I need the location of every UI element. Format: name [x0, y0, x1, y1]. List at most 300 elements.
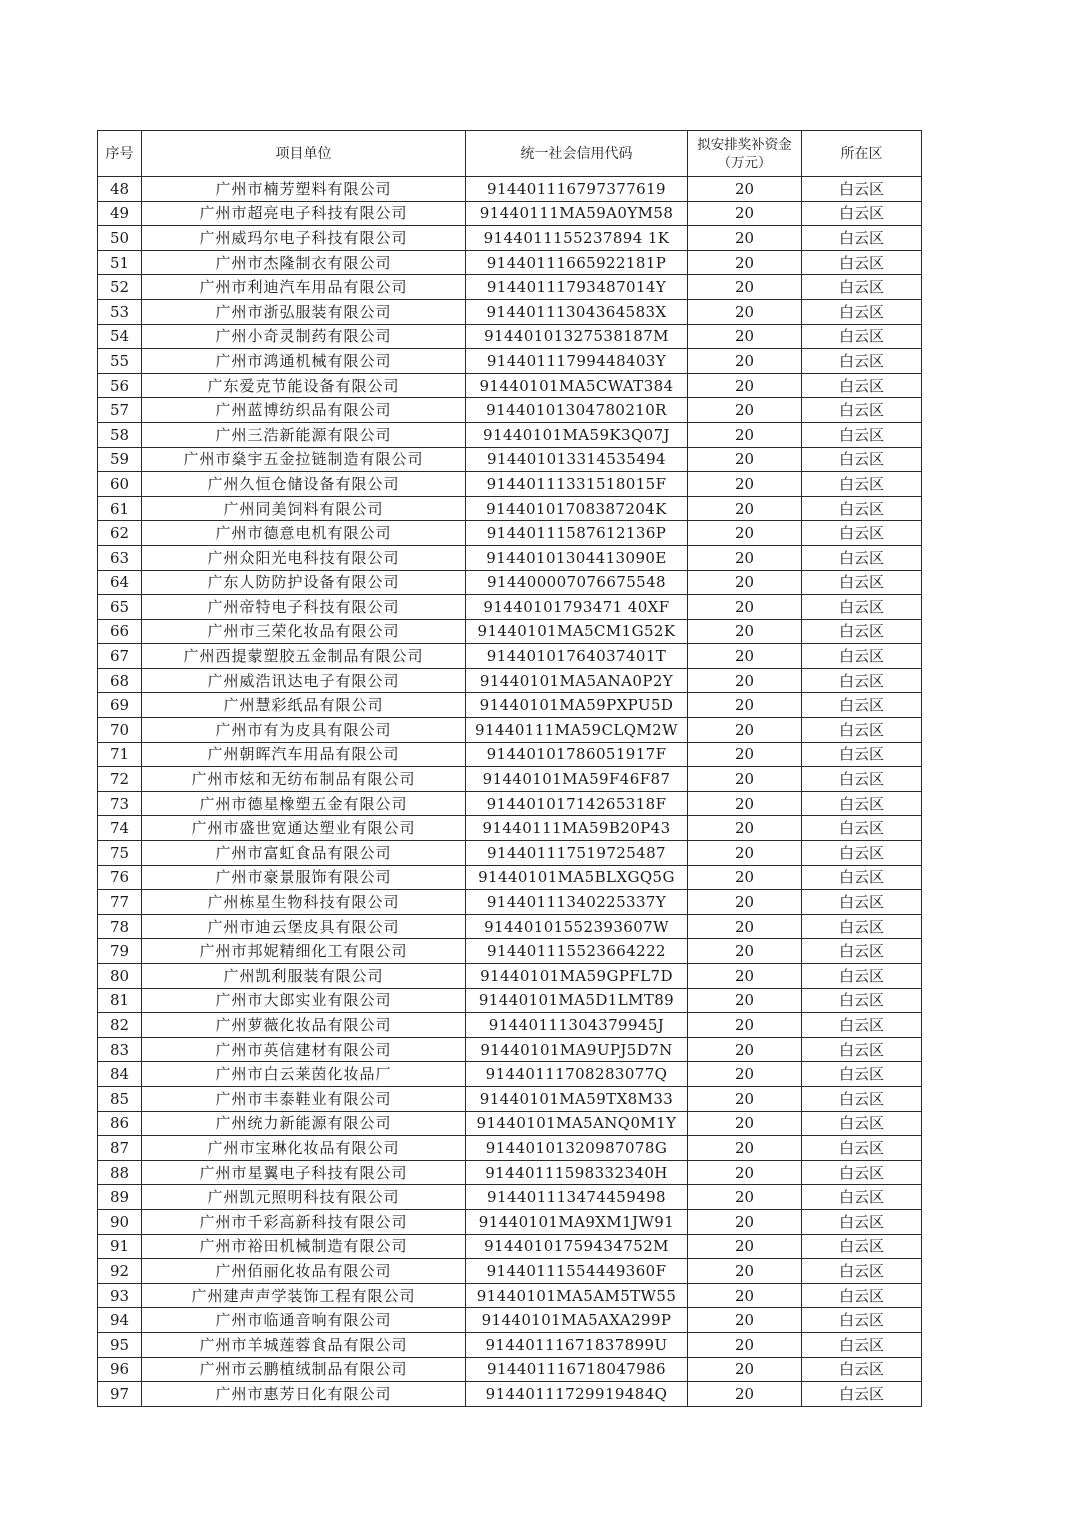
cell-district: 白云区 [802, 177, 922, 202]
cell-serial-number: 96 [98, 1357, 142, 1382]
cell-project-unit: 广州凯元照明科技有限公司 [142, 1185, 466, 1210]
cell-district: 白云区 [802, 1259, 922, 1284]
cell-project-unit: 广州慧彩纸品有限公司 [142, 693, 466, 718]
cell-project-unit: 广州同美饲料有限公司 [142, 496, 466, 521]
cell-project-unit: 广州西提蒙塑胶五金制品有限公司 [142, 644, 466, 669]
cell-serial-number: 65 [98, 595, 142, 620]
cell-funds: 20 [688, 1185, 802, 1210]
cell-credit-code: 91440111793487014Y [466, 275, 688, 300]
cell-district: 白云区 [802, 644, 922, 669]
table-row [98, 299, 922, 324]
cell-serial-number: 92 [98, 1259, 142, 1284]
table-row [98, 1308, 922, 1333]
cell-funds: 20 [688, 1111, 802, 1136]
cell-serial-number: 61 [98, 496, 142, 521]
cell-district: 白云区 [802, 324, 922, 349]
cell-serial-number: 64 [98, 570, 142, 595]
cell-serial-number: 66 [98, 619, 142, 644]
table-row [98, 1185, 922, 1210]
cell-serial-number: 87 [98, 1136, 142, 1161]
table-row [98, 1086, 922, 1111]
cell-district: 白云区 [802, 1086, 922, 1111]
cell-project-unit: 广州市惠芳日化有限公司 [142, 1382, 466, 1407]
table-row [98, 742, 922, 767]
cell-credit-code: 91440111665922181P [466, 250, 688, 275]
table-row [98, 447, 922, 472]
cell-serial-number: 51 [98, 250, 142, 275]
table-row [98, 1382, 922, 1407]
table-row [98, 914, 922, 939]
cell-funds: 20 [688, 791, 802, 816]
cell-serial-number: 58 [98, 422, 142, 447]
table-row [98, 496, 922, 521]
table-row [98, 545, 922, 570]
cell-serial-number: 63 [98, 545, 142, 570]
cell-credit-code: 91440101MA9XM1JW91 [466, 1209, 688, 1234]
table-row [98, 964, 922, 989]
cell-project-unit: 广州市临通音响有限公司 [142, 1308, 466, 1333]
cell-credit-code: 91440111MA59A0YM58 [466, 201, 688, 226]
cell-funds: 20 [688, 349, 802, 374]
cell-project-unit: 广州朝晖汽车用品有限公司 [142, 742, 466, 767]
cell-credit-code: 91440101714265318F [466, 791, 688, 816]
cell-funds: 20 [688, 496, 802, 521]
cell-credit-code: 91440101708387204K [466, 496, 688, 521]
cell-serial-number: 53 [98, 299, 142, 324]
cell-funds: 20 [688, 1234, 802, 1259]
funding-table [97, 130, 922, 1407]
table-row [98, 791, 922, 816]
cell-project-unit: 广州市燊宇五金拉链制造有限公司 [142, 447, 466, 472]
cell-credit-code: 914401013314535494 [466, 447, 688, 472]
cell-funds: 20 [688, 177, 802, 202]
cell-credit-code: 91440101327538187M [466, 324, 688, 349]
cell-serial-number: 60 [98, 472, 142, 497]
cell-serial-number: 89 [98, 1185, 142, 1210]
cell-district: 白云区 [802, 545, 922, 570]
cell-funds: 20 [688, 1037, 802, 1062]
cell-serial-number: 70 [98, 718, 142, 743]
cell-district: 白云区 [802, 865, 922, 890]
cell-serial-number: 49 [98, 201, 142, 226]
cell-serial-number: 78 [98, 914, 142, 939]
cell-project-unit: 广州统力新能源有限公司 [142, 1111, 466, 1136]
cell-credit-code: 91440101MA59GPFL7D [466, 964, 688, 989]
cell-serial-number: 67 [98, 644, 142, 669]
cell-funds: 20 [688, 1357, 802, 1382]
table-row [98, 1013, 922, 1038]
cell-district: 白云区 [802, 767, 922, 792]
cell-serial-number: 76 [98, 865, 142, 890]
cell-district: 白云区 [802, 595, 922, 620]
table-row [98, 668, 922, 693]
cell-district: 白云区 [802, 1209, 922, 1234]
cell-district: 白云区 [802, 422, 922, 447]
table-body [98, 177, 922, 1407]
cell-credit-code: 91440101552393607W [466, 914, 688, 939]
table-row [98, 472, 922, 497]
table-row [98, 275, 922, 300]
header-credit-code: 统一社会信用代码 [466, 131, 688, 177]
cell-funds: 20 [688, 1062, 802, 1087]
cell-funds: 20 [688, 275, 802, 300]
cell-credit-code: 91440101MA5AM5TW55 [466, 1283, 688, 1308]
cell-credit-code: 91440101MA59PXPU5D [466, 693, 688, 718]
cell-project-unit: 广州凯利服装有限公司 [142, 964, 466, 989]
cell-district: 白云区 [802, 816, 922, 841]
cell-credit-code: 91440111304379945J [466, 1013, 688, 1038]
header-row [98, 131, 922, 177]
cell-district: 白云区 [802, 693, 922, 718]
cell-project-unit: 广州市迪云堡皮具有限公司 [142, 914, 466, 939]
table-row [98, 1259, 922, 1284]
cell-credit-code: 91440101MA59TX8M33 [466, 1086, 688, 1111]
cell-project-unit: 广州久恒仓储设备有限公司 [142, 472, 466, 497]
header-district: 所在区 [802, 131, 922, 177]
cell-district: 白云区 [802, 447, 922, 472]
cell-funds: 20 [688, 619, 802, 644]
cell-credit-code: 91440101320987078G [466, 1136, 688, 1161]
table-row [98, 570, 922, 595]
cell-funds: 20 [688, 914, 802, 939]
table-row [98, 324, 922, 349]
table-row [98, 865, 922, 890]
cell-project-unit: 广州市德星橡塑五金有限公司 [142, 791, 466, 816]
cell-credit-code: 914401113474459498 [466, 1185, 688, 1210]
cell-district: 白云区 [802, 939, 922, 964]
table-row [98, 619, 922, 644]
cell-funds: 20 [688, 545, 802, 570]
cell-project-unit: 广州市丰泰鞋业有限公司 [142, 1086, 466, 1111]
cell-credit-code: 91440101MA5AXA299P [466, 1308, 688, 1333]
cell-project-unit: 广州市盛世宽通达塑业有限公司 [142, 816, 466, 841]
cell-serial-number: 94 [98, 1308, 142, 1333]
cell-project-unit: 广州萝薇化妆品有限公司 [142, 1013, 466, 1038]
cell-serial-number: 95 [98, 1332, 142, 1357]
header-serial-number: 序号 [98, 131, 142, 177]
table-row [98, 1160, 922, 1185]
cell-funds: 20 [688, 447, 802, 472]
cell-project-unit: 广州市浙弘服装有限公司 [142, 299, 466, 324]
cell-funds: 20 [688, 201, 802, 226]
cell-credit-code: 91440111331518015F [466, 472, 688, 497]
cell-credit-code: 91440101793471 40XF [466, 595, 688, 620]
cell-serial-number: 73 [98, 791, 142, 816]
cell-district: 白云区 [802, 299, 922, 324]
cell-district: 白云区 [802, 201, 922, 226]
cell-funds: 20 [688, 1259, 802, 1284]
table-row [98, 1357, 922, 1382]
cell-funds: 20 [688, 742, 802, 767]
cell-district: 白云区 [802, 668, 922, 693]
cell-project-unit: 广州市杰隆制衣有限公司 [142, 250, 466, 275]
cell-serial-number: 50 [98, 226, 142, 251]
cell-credit-code: 91440101304780210R [466, 398, 688, 423]
cell-credit-code: 91440111729919484Q [466, 1382, 688, 1407]
cell-district: 白云区 [802, 1382, 922, 1407]
cell-credit-code: 91440101786051917F [466, 742, 688, 767]
cell-project-unit: 广州威浩讯达电子有限公司 [142, 668, 466, 693]
cell-funds: 20 [688, 693, 802, 718]
cell-serial-number: 69 [98, 693, 142, 718]
cell-project-unit: 广州市楠芳塑料有限公司 [142, 177, 466, 202]
cell-district: 白云区 [802, 349, 922, 374]
table-row [98, 1283, 922, 1308]
cell-district: 白云区 [802, 742, 922, 767]
table-row [98, 1062, 922, 1087]
cell-district: 白云区 [802, 275, 922, 300]
cell-credit-code: 914401117519725487 [466, 841, 688, 866]
cell-project-unit: 广州佰丽化妆品有限公司 [142, 1259, 466, 1284]
cell-credit-code: 91440111708283077Q [466, 1062, 688, 1087]
table-row [98, 1136, 922, 1161]
table-row [98, 177, 922, 202]
cell-credit-code: 91440101MA9UPJ5D7N [466, 1037, 688, 1062]
table-row [98, 373, 922, 398]
cell-project-unit: 广州小奇灵制药有限公司 [142, 324, 466, 349]
cell-project-unit: 广州市炫和无纺布制品有限公司 [142, 767, 466, 792]
cell-funds: 20 [688, 422, 802, 447]
cell-district: 白云区 [802, 496, 922, 521]
cell-serial-number: 56 [98, 373, 142, 398]
cell-project-unit: 广东爱克节能设备有限公司 [142, 373, 466, 398]
cell-funds: 20 [688, 1332, 802, 1357]
cell-district: 白云区 [802, 619, 922, 644]
cell-funds: 20 [688, 890, 802, 915]
cell-project-unit: 广州市邦妮精细化工有限公司 [142, 939, 466, 964]
cell-district: 白云区 [802, 1160, 922, 1185]
cell-district: 白云区 [802, 1013, 922, 1038]
cell-project-unit: 广州市三荣化妆品有限公司 [142, 619, 466, 644]
cell-funds: 20 [688, 718, 802, 743]
cell-funds: 20 [688, 668, 802, 693]
cell-project-unit: 广州市白云莱茵化妆品厂 [142, 1062, 466, 1087]
cell-serial-number: 59 [98, 447, 142, 472]
cell-serial-number: 82 [98, 1013, 142, 1038]
cell-funds: 20 [688, 299, 802, 324]
cell-project-unit: 广州众阳光电科技有限公司 [142, 545, 466, 570]
cell-serial-number: 68 [98, 668, 142, 693]
cell-serial-number: 91 [98, 1234, 142, 1259]
cell-credit-code: 91440101MA5BLXGQ5G [466, 865, 688, 890]
cell-district: 白云区 [802, 1357, 922, 1382]
table-row [98, 1332, 922, 1357]
cell-credit-code: 91440111554449360F [466, 1259, 688, 1284]
cell-project-unit: 广州市鸿通机械有限公司 [142, 349, 466, 374]
cell-project-unit: 广州三浩新能源有限公司 [142, 422, 466, 447]
cell-credit-code: 91440111799448403Y [466, 349, 688, 374]
table-row [98, 644, 922, 669]
cell-project-unit: 广州市德意电机有限公司 [142, 521, 466, 546]
cell-serial-number: 75 [98, 841, 142, 866]
cell-serial-number: 97 [98, 1382, 142, 1407]
cell-funds: 20 [688, 964, 802, 989]
cell-credit-code: 91440101764037401T [466, 644, 688, 669]
cell-credit-code: 9144011155237894 1K [466, 226, 688, 251]
table-row [98, 718, 922, 743]
cell-project-unit: 广州市宝琳化妆品有限公司 [142, 1136, 466, 1161]
cell-project-unit: 广州栋星生物科技有限公司 [142, 890, 466, 915]
cell-credit-code: 91440101MA5D1LMT89 [466, 988, 688, 1013]
cell-funds: 20 [688, 324, 802, 349]
cell-district: 白云区 [802, 1185, 922, 1210]
cell-serial-number: 83 [98, 1037, 142, 1062]
cell-serial-number: 85 [98, 1086, 142, 1111]
table-row [98, 349, 922, 374]
cell-district: 白云区 [802, 1283, 922, 1308]
cell-serial-number: 80 [98, 964, 142, 989]
table-row [98, 422, 922, 447]
cell-funds: 20 [688, 472, 802, 497]
header-funds-line1: 拟安排奖补资金 [697, 136, 792, 153]
cell-project-unit: 广州市千彩高新科技有限公司 [142, 1209, 466, 1234]
cell-credit-code: 91440101MA5CWAT384 [466, 373, 688, 398]
cell-funds: 20 [688, 1160, 802, 1185]
cell-district: 白云区 [802, 1332, 922, 1357]
cell-funds: 20 [688, 1136, 802, 1161]
cell-serial-number: 90 [98, 1209, 142, 1234]
cell-credit-code: 91440111304364583X [466, 299, 688, 324]
cell-district: 白云区 [802, 570, 922, 595]
cell-funds: 20 [688, 570, 802, 595]
cell-project-unit: 广州蓝博纺织品有限公司 [142, 398, 466, 423]
cell-credit-code: 91440111MA59B20P43 [466, 816, 688, 841]
cell-funds: 20 [688, 939, 802, 964]
cell-district: 白云区 [802, 1308, 922, 1333]
cell-project-unit: 广州市大郎实业有限公司 [142, 988, 466, 1013]
cell-credit-code: 914401115523664222 [466, 939, 688, 964]
cell-funds: 20 [688, 398, 802, 423]
cell-district: 白云区 [802, 988, 922, 1013]
cell-district: 白云区 [802, 1062, 922, 1087]
cell-district: 白云区 [802, 791, 922, 816]
cell-serial-number: 74 [98, 816, 142, 841]
cell-serial-number: 79 [98, 939, 142, 964]
cell-project-unit: 广州建声声学装饰工程有限公司 [142, 1283, 466, 1308]
cell-funds: 20 [688, 1382, 802, 1407]
table-row [98, 816, 922, 841]
cell-serial-number: 71 [98, 742, 142, 767]
table-row [98, 595, 922, 620]
header-funds [688, 131, 802, 177]
cell-credit-code: 91440111671837899U [466, 1332, 688, 1357]
cell-district: 白云区 [802, 521, 922, 546]
cell-serial-number: 57 [98, 398, 142, 423]
cell-funds: 20 [688, 595, 802, 620]
cell-serial-number: 93 [98, 1283, 142, 1308]
cell-funds: 20 [688, 1308, 802, 1333]
cell-funds: 20 [688, 816, 802, 841]
cell-funds: 20 [688, 373, 802, 398]
cell-district: 白云区 [802, 373, 922, 398]
cell-serial-number: 62 [98, 521, 142, 546]
cell-project-unit: 广州市英信建材有限公司 [142, 1037, 466, 1062]
cell-serial-number: 52 [98, 275, 142, 300]
cell-project-unit: 广州市星翼电子科技有限公司 [142, 1160, 466, 1185]
cell-project-unit: 广州市豪景服饰有限公司 [142, 865, 466, 890]
table-row [98, 250, 922, 275]
cell-district: 白云区 [802, 398, 922, 423]
cell-project-unit: 广州市有为皮具有限公司 [142, 718, 466, 743]
cell-district: 白云区 [802, 226, 922, 251]
cell-funds: 20 [688, 841, 802, 866]
cell-credit-code: 91440101MA5CM1G52K [466, 619, 688, 644]
cell-funds: 20 [688, 988, 802, 1013]
cell-funds: 20 [688, 644, 802, 669]
cell-district: 白云区 [802, 1234, 922, 1259]
table-row [98, 1111, 922, 1136]
cell-serial-number: 54 [98, 324, 142, 349]
table-row [98, 988, 922, 1013]
cell-serial-number: 48 [98, 177, 142, 202]
cell-credit-code: 91440101MA59F46F87 [466, 767, 688, 792]
cell-credit-code: 914400007076675548 [466, 570, 688, 595]
table-row [98, 521, 922, 546]
cell-credit-code: 91440111MA59CLQM2W [466, 718, 688, 743]
cell-serial-number: 88 [98, 1160, 142, 1185]
cell-project-unit: 广州市利迪汽车用品有限公司 [142, 275, 466, 300]
cell-credit-code: 91440101759434752M [466, 1234, 688, 1259]
table-row [98, 1037, 922, 1062]
cell-credit-code: 91440101MA5ANQ0M1Y [466, 1111, 688, 1136]
table-row [98, 890, 922, 915]
cell-credit-code: 914401116718047986 [466, 1357, 688, 1382]
table-row [98, 1209, 922, 1234]
cell-credit-code: 91440111340225337Y [466, 890, 688, 915]
cell-funds: 20 [688, 521, 802, 546]
cell-serial-number: 55 [98, 349, 142, 374]
table-row [98, 1234, 922, 1259]
cell-project-unit: 广州市富虹食品有限公司 [142, 841, 466, 866]
cell-district: 白云区 [802, 1037, 922, 1062]
cell-funds: 20 [688, 250, 802, 275]
table-row [98, 398, 922, 423]
table-row [98, 939, 922, 964]
cell-district: 白云区 [802, 914, 922, 939]
cell-serial-number: 81 [98, 988, 142, 1013]
header-project-unit: 项目单位 [142, 131, 466, 177]
cell-project-unit: 广州威玛尔电子科技有限公司 [142, 226, 466, 251]
cell-serial-number: 86 [98, 1111, 142, 1136]
cell-serial-number: 77 [98, 890, 142, 915]
cell-project-unit: 广州市裕田机械制造有限公司 [142, 1234, 466, 1259]
cell-credit-code: 91440101MA5ANA0P2Y [466, 668, 688, 693]
header-funds-line2: （万元） [717, 154, 772, 171]
cell-funds: 20 [688, 767, 802, 792]
cell-project-unit: 广州市羊城莲蓉食品有限公司 [142, 1332, 466, 1357]
cell-credit-code: 91440101304413090E [466, 545, 688, 570]
cell-project-unit: 广州市云鹏植绒制品有限公司 [142, 1357, 466, 1382]
cell-serial-number: 84 [98, 1062, 142, 1087]
cell-funds: 20 [688, 1283, 802, 1308]
table-row [98, 201, 922, 226]
cell-serial-number: 72 [98, 767, 142, 792]
cell-project-unit: 广东人防防护设备有限公司 [142, 570, 466, 595]
cell-district: 白云区 [802, 964, 922, 989]
table-row [98, 693, 922, 718]
cell-funds: 20 [688, 1209, 802, 1234]
cell-district: 白云区 [802, 890, 922, 915]
cell-credit-code: 91440111598332340H [466, 1160, 688, 1185]
cell-district: 白云区 [802, 1136, 922, 1161]
cell-credit-code: 91440101MA59K3Q07J [466, 422, 688, 447]
cell-district: 白云区 [802, 472, 922, 497]
cell-district: 白云区 [802, 1111, 922, 1136]
table-row [98, 841, 922, 866]
cell-funds: 20 [688, 1013, 802, 1038]
table-row [98, 767, 922, 792]
cell-credit-code: 91440111587612136P [466, 521, 688, 546]
